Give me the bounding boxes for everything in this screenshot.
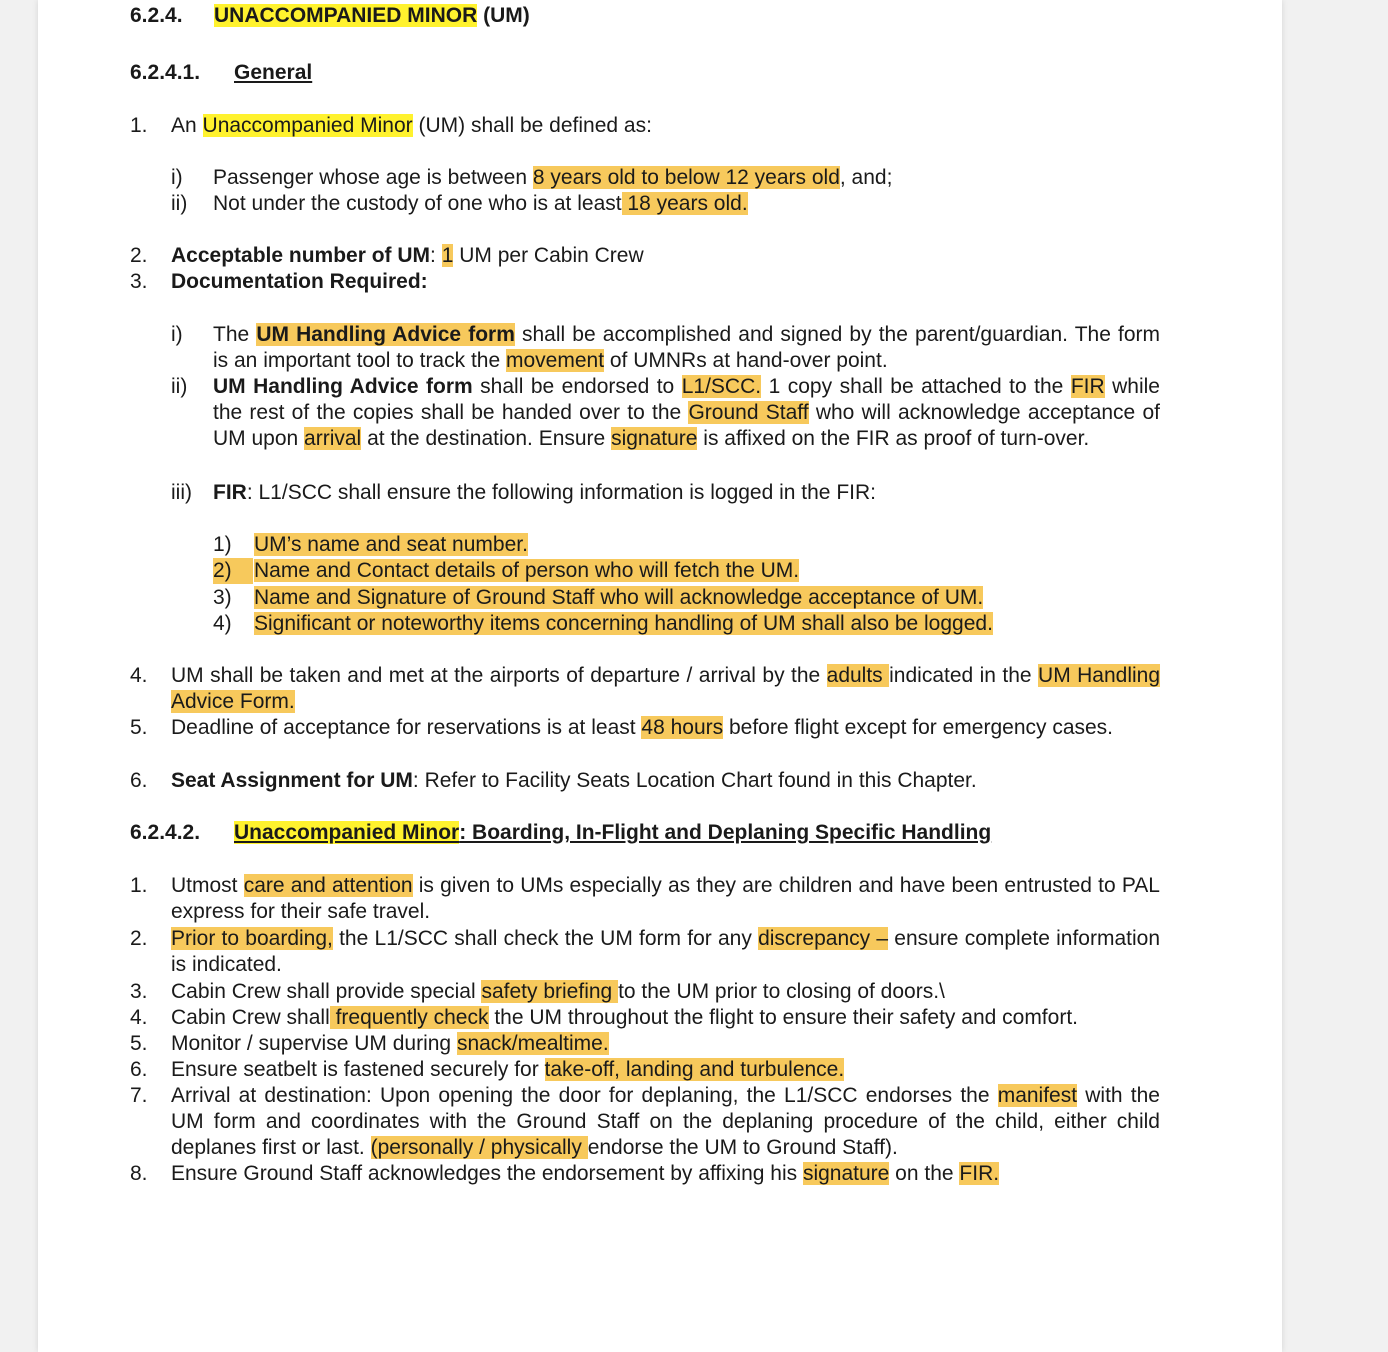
list-item: 4. Cabin Crew shall frequently check the UM throughout the flight to ensure their safety and comfort. [130, 1006, 1078, 1029]
list-item: 3. Documentation Required: [130, 270, 428, 293]
log-item: 4) Significant or noteworthy items concerning handling of UM shall also be logged. [213, 612, 993, 635]
list-item [130, 113, 1160, 139]
subsection-title: General [234, 61, 313, 84]
section-heading [130, 3, 530, 29]
list-item: 5. Monitor / supervise UM during snack/mealtime. [130, 1032, 609, 1055]
list-item: 4. UM shall be taken and met at the airports of departure / arrival by the adults indicated in the UM Handling Advice Form. [130, 664, 1161, 713]
list-item: 6. Ensure seatbelt is fastened securely for take-off, landing and turbulence. [130, 1058, 845, 1081]
list-subitem: ii) Not under the custody of one who is at least 18 years old. [171, 192, 748, 215]
section-number: 6.2.4. [130, 4, 183, 27]
subsection-number: 6.2.4.1. [130, 61, 201, 84]
document-page [38, 0, 1282, 1352]
list-subitem: i) The UM Handling Advice form shall be accomplished and signed by the parent/guardian. The form is an important tool to track the movement of UMNRs at hand-over point. [171, 323, 1160, 372]
item-text: An Unaccompanied Minor (UM) shall be defined as: [171, 114, 652, 137]
list-subitem: iii) FIR: L1/SCC shall ensure the following information is logged in the FIR: [171, 481, 876, 504]
list-item: 3. Cabin Crew shall provide special safety briefing to the UM prior to closing of doors.\ [130, 980, 945, 1003]
log-item: 1) UM’s name and seat number. [213, 533, 528, 556]
subsection-heading-boarding: 6.2.4.2. Unaccompanied Minor: Boarding, In-Flight and Deplaning Specific Handling [130, 821, 992, 844]
list-item: 8. Ensure Ground Staff acknowledges the endorsement by affixing his signature on the FIR. [130, 1162, 1000, 1185]
list-item: 1. Utmost care and attention is given to UMs especially as they are children and have been entrusted to PAL express for their safe travel. [130, 874, 1160, 923]
log-item: 3) Name and Signature of Ground Staff who will acknowledge acceptance of UM. [213, 586, 984, 609]
list-item: 2. Prior to boarding, the L1/SCC shall check the UM form for any discrepancy – ensure complete information is indicated. [130, 927, 1161, 976]
list-item: 6. Seat Assignment for UM: Refer to Facility Seats Location Chart found in this Chapter. [130, 769, 977, 792]
item-number: 1. [130, 114, 148, 137]
list-subitem: ii) UM Handling Advice form shall be endorsed to L1/SCC. 1 copy shall be attached to the FIR while the rest of the copies shall be handed over to the Ground Staff who will acknowledge acceptance of UM upon arrival at the destination. Ensure signature is affixed on the FIR as proof of turn-over. [171, 375, 1160, 450]
list-item: 7. Arrival at destination: Upon opening the door for deplaning, the L1/SCC endorses the manifest with the UM form and coordinates with the Ground Staff on the deplaning procedure of the child, either child deplanes first or last. (personally / physically endorse the UM to Ground Staff). [130, 1084, 1160, 1159]
subsection-heading-general [130, 60, 312, 86]
section-title-suffix: (UM) [477, 4, 530, 27]
list-item: 2. Acceptable number of UM: 1 UM per Cabin Crew [130, 244, 644, 267]
log-item: 2) Name and Contact details of person who will fetch the UM. [213, 559, 800, 582]
list-item: 5. Deadline of acceptance for reservations is at least 48 hours before flight except for emergency cases. [130, 716, 1114, 739]
section-title: UNACCOMPANIED MINOR [214, 4, 478, 27]
list-subitem: i) Passenger whose age is between 8 years old to below 12 years old, and; [171, 166, 893, 189]
